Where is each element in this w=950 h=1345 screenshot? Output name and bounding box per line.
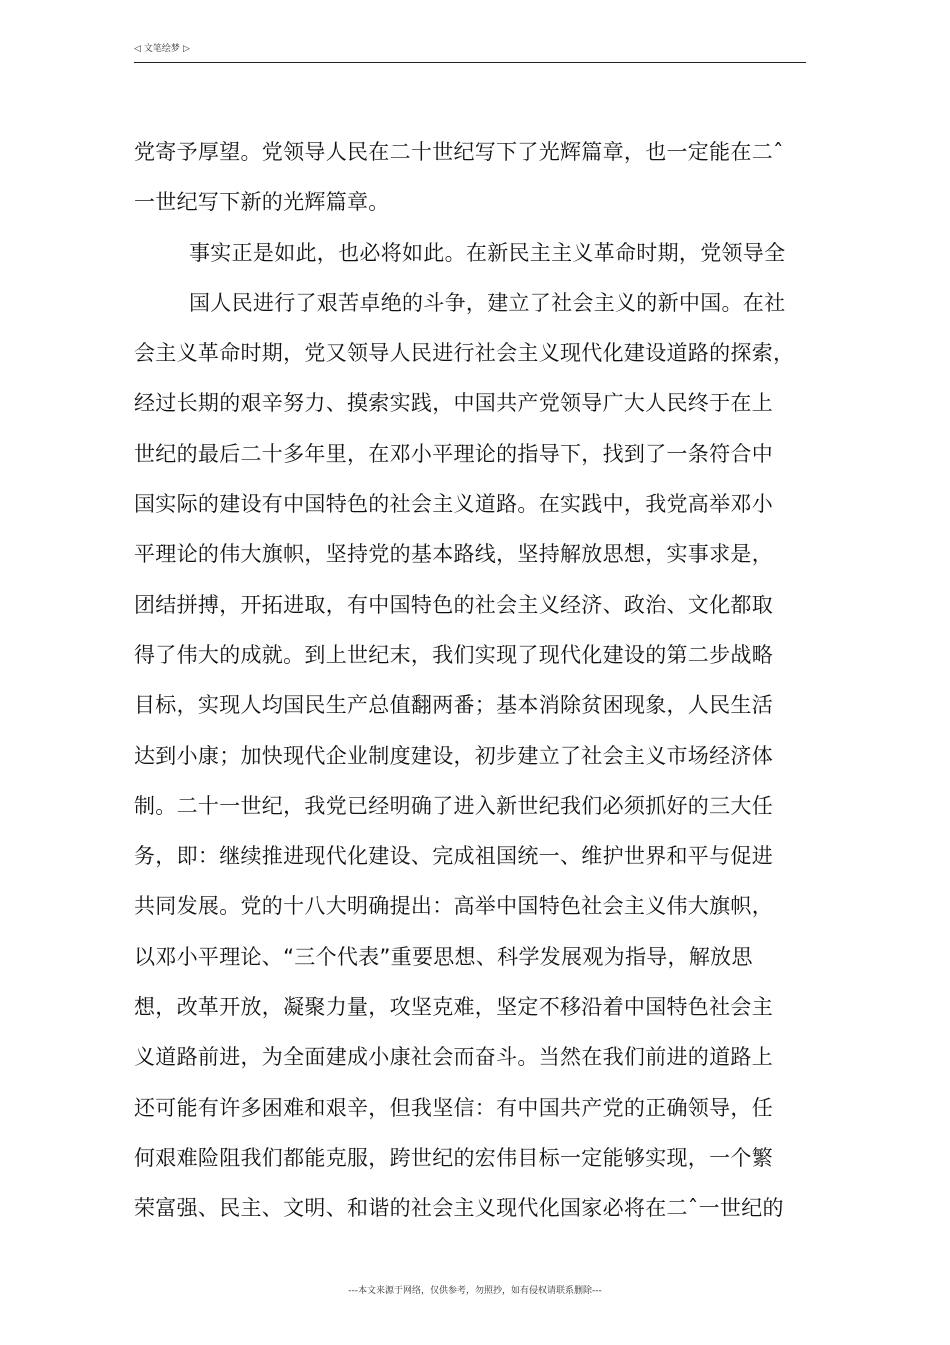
text-line: 平理论的伟大旗帜，坚持党的基本路线，坚持解放思想，实事求是， — [134, 542, 773, 567]
text-line: 得了伟大的成就。到上世纪末，我们实现了现代化建设的第二步战略 — [134, 642, 773, 667]
text-line: 经过长期的艰辛努力、摸索实践，中国共产党领导广大人民终于在上 — [134, 391, 773, 416]
text-line: 荣富强、民主、文明、和谐的社会主义现代化国家必将在二ˆ一世纪的 — [134, 1196, 784, 1221]
page-footer-note: ---本文来源于网络，仅供参考，勿照抄，如有侵权请联系删除--- — [348, 1286, 602, 1296]
text-line: 达到小康；加快现代企业制度建设，初步建立了社会主义市场经济体 — [134, 743, 773, 768]
text-line: 义道路前进，为全面建成小康社会而奋斗。当然在我们前进的道路上 — [134, 1045, 773, 1070]
text-line: 共同发展。党的十八大明确提出：高举中国特色社会主义伟大旗帜， — [134, 894, 773, 919]
text-line: 世纪的最后二十多年里，在邓小平理论的指导下，找到了一条符合中 — [134, 441, 773, 466]
text-line: 会主义革命时期，党又领导人民进行社会主义现代化建设道路的探索， — [134, 341, 795, 366]
document-body — [134, 127, 806, 1234]
left-triangle-icon: ◁ — [134, 44, 141, 54]
text-line: 以邓小平理论、“三个代表”重要思想、科学发展观为指导，解放思 — [134, 944, 753, 969]
page-header — [134, 43, 806, 63]
right-triangle-icon: ▷ — [182, 44, 190, 54]
header-title: 文笔绘梦 — [143, 44, 180, 54]
text-line: 党寄予厚望。党领导人民在二十世纪写下了光辉篇章，也一定能在二ˆ — [134, 140, 784, 164]
paragraph-start-line: 事实正是如此，也必将如此。在新民主主义革命时期，党领导全 — [189, 240, 786, 265]
text-line: 目标，实现人均国民生产总值翻两番；基本消除贫困现象，人民生活 — [134, 693, 773, 718]
text-line: 想，改革开放，凝聚力量，攻坚克难，坚定不移沿着中国特色社会主 — [134, 995, 773, 1020]
text-line: 还可能有许多困难和艰辛，但我坚信：有中国共产党的正确领导，任 — [134, 1095, 773, 1120]
text-line: 一世纪写下新的光辉篇章。 — [134, 190, 390, 215]
text-line: 团结拼搏，开拓进取，有中国特色的社会主义经济、政治、文化都取 — [134, 592, 773, 617]
text-line: 制。二十一世纪，我党已经明确了进入新世纪我们必须抓好的三大任 — [134, 793, 773, 818]
text-line: 国实际的建设有中国特色的社会主义道路。在实践中，我党高举邓小 — [134, 492, 773, 517]
text-line: 何艰难险阻我们都能克服，跨世纪的宏伟目标一定能够实现，一个繁 — [134, 1145, 773, 1170]
text-line: 务，即：继续推进现代化建设、完成祖国统一、维护世界和平与促进 — [134, 844, 773, 869]
text-line: 国人民进行了艰苦卓绝的斗争，建立了社会主义的新中国。在社 — [189, 290, 786, 315]
